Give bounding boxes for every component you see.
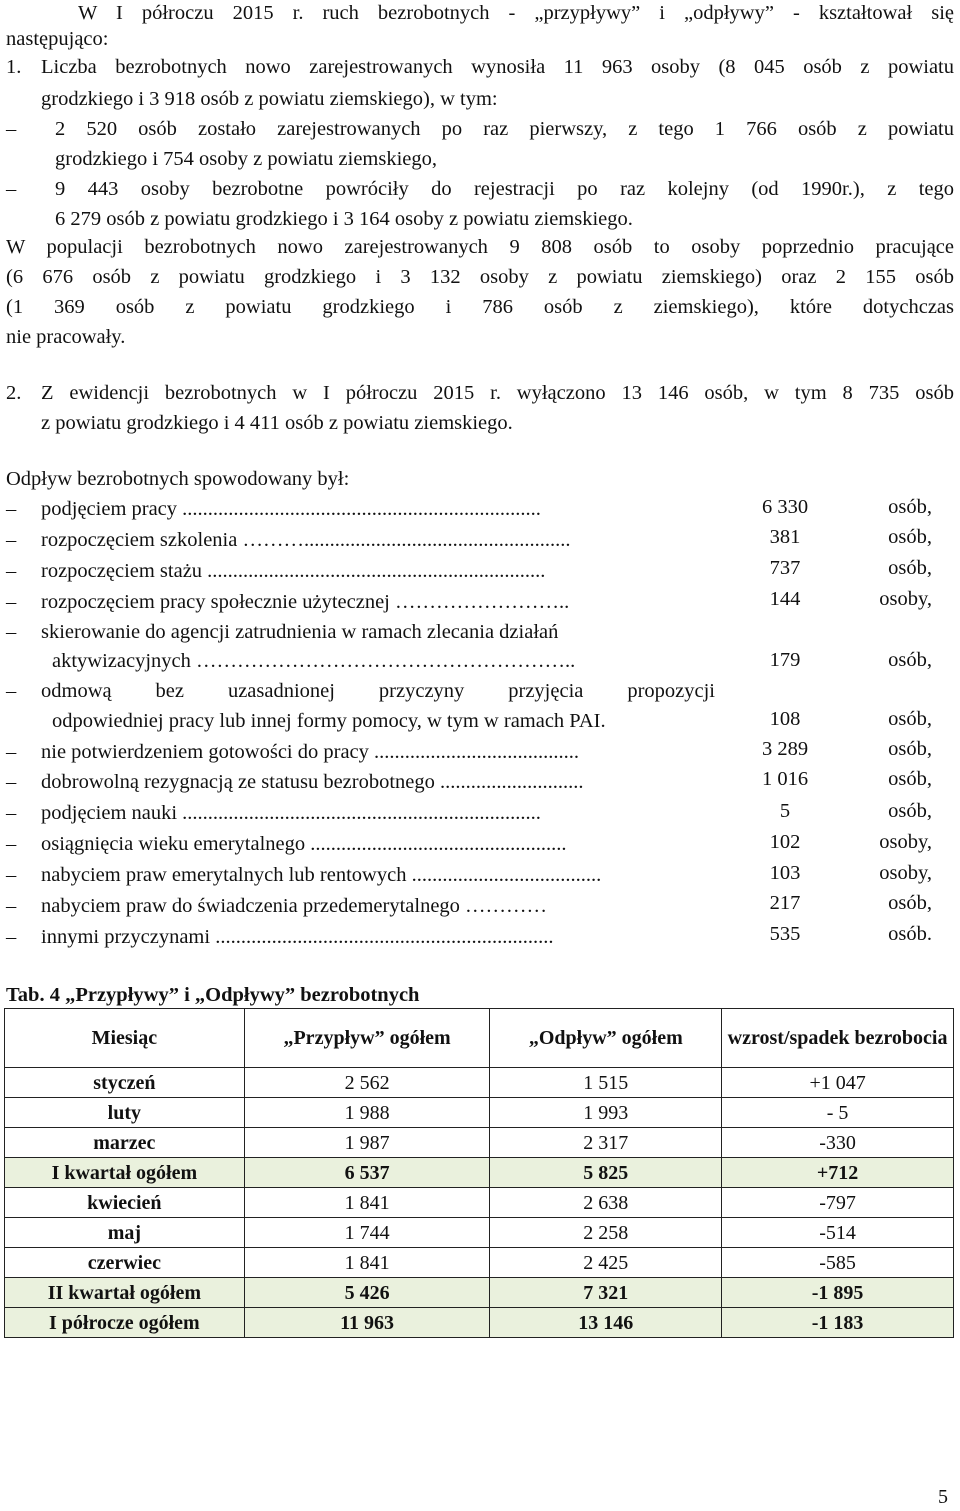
- paragraph-line-4: nie pracowały.: [6, 326, 126, 348]
- section-1-line-1: Liczba bezrobotnych nowo zarejestrowanych wynosiła 11 963 osoby (8 045 osób z powiatu: [41, 56, 954, 78]
- outflow-item-unit: osoby,: [879, 862, 932, 884]
- table-caption: Tab. 4 „Przypływy” i „Odpływy” bezrobotnych: [6, 984, 420, 1006]
- header-inflow: „Przypływ” ogółem: [244, 1009, 490, 1068]
- outflow-heading: Odpływ bezrobotnych spowodowany był:: [6, 468, 350, 490]
- cell-outflow: 1 993: [490, 1098, 722, 1128]
- cell-change: +712: [722, 1158, 954, 1188]
- outflow-item-value: 108: [769, 708, 801, 730]
- outflow-item-unit: osób,: [888, 557, 932, 579]
- outflow-item-label-cont: odpowiedniej pracy lub innej formy pomocy, w tym w ramach PAI.: [52, 710, 606, 732]
- cell-change: +1 047: [722, 1068, 954, 1098]
- outflow-item-value: 1 016: [761, 768, 809, 790]
- intro-line-2: następująco:: [6, 28, 109, 50]
- outflow-item-value: 103: [769, 862, 801, 884]
- intro-line-1: W I półroczu 2015 r. ruch bezrobotnych - „przypływy” i „odpływy” - kształtował się: [78, 2, 954, 24]
- page-number: 5: [938, 1486, 948, 1508]
- list-dash: [6, 831, 16, 857]
- outflow-item-label: odmową bez uzasadnionej przyczyny przyjęcia propozycji: [41, 680, 715, 702]
- outflow-item-label: dobrowolną rezygnacją ze statusu bezrobotnego ............................: [41, 771, 584, 793]
- outflow-item-unit: osób,: [888, 526, 932, 548]
- cell-change: -514: [722, 1218, 954, 1248]
- cell-change: -1 895: [722, 1278, 954, 1308]
- list-dash: [6, 739, 16, 765]
- list-dash: [6, 678, 16, 704]
- bullet-1-line-1: 2 520 osób zostało zarejestrowanych po raz pierwszy, z tego 1 766 osób z powiatu: [55, 118, 954, 140]
- outflow-item-label-cont: aktywizacyjnych ………………………………………………..: [52, 650, 576, 672]
- section-2-line-2: z powiatu grodzkiego i 4 411 osób z powiatu ziemskiego.: [41, 412, 513, 434]
- bullet-dash: [6, 176, 16, 202]
- cell-outflow: 1 515: [490, 1068, 722, 1098]
- cell-inflow: 1 841: [244, 1188, 490, 1218]
- cell-month: I półrocze ogółem: [5, 1308, 245, 1338]
- cell-month: marzec: [5, 1128, 245, 1158]
- outflow-item-unit: osób,: [888, 768, 932, 790]
- table-row: [5, 1188, 954, 1218]
- cell-outflow: 2 425: [490, 1248, 722, 1278]
- paragraph-line-1: W populacji bezrobotnych nowo zarejestrowanych 9 808 osób to osoby poprzednio pracujące: [6, 236, 954, 258]
- cell-outflow: 2 317: [490, 1128, 722, 1158]
- outflow-item-label: innymi przyczynami ..................................................................: [41, 926, 554, 948]
- section-1-line-2: grodzkiego i 3 918 osób z powiatu ziemskiego), w tym:: [41, 88, 498, 110]
- outflow-item-value: 381: [769, 526, 801, 548]
- cell-change: -585: [722, 1248, 954, 1278]
- cell-month: luty: [5, 1098, 245, 1128]
- outflow-item-value: 179: [769, 649, 801, 671]
- table-row: [5, 1098, 954, 1128]
- cell-inflow: 1 988: [244, 1098, 490, 1128]
- bullet-2-line-2: 6 279 osób z powiatu grodzkiego i 3 164 osoby z powiatu ziemskiego.: [55, 208, 633, 230]
- table-row: [5, 1308, 954, 1338]
- outflow-item-unit: osób.: [888, 923, 932, 945]
- cell-change: -797: [722, 1188, 954, 1218]
- outflow-item-unit: osoby,: [879, 588, 932, 610]
- outflow-item-value: 5: [779, 800, 791, 822]
- cell-month: maj: [5, 1218, 245, 1248]
- header-month: Miesiąc: [5, 1009, 245, 1068]
- section-2-number: 2.: [6, 382, 22, 404]
- list-dash: [6, 924, 16, 950]
- outflow-item-unit: osób,: [888, 496, 932, 518]
- cell-inflow: 1 841: [244, 1248, 490, 1278]
- cell-month: kwiecień: [5, 1188, 245, 1218]
- section-2-line-1: Z ewidencji bezrobotnych w I półroczu 2015 r. wyłączono 13 146 osób, w tym 8 735 osób: [41, 382, 954, 404]
- cell-inflow: 1 744: [244, 1218, 490, 1248]
- table-row: [5, 1278, 954, 1308]
- outflow-item-unit: osób,: [888, 649, 932, 671]
- cell-month: II kwartał ogółem: [5, 1278, 245, 1308]
- outflow-item-value: 6 330: [761, 496, 809, 518]
- list-dash: [6, 619, 16, 645]
- table-row: [5, 1218, 954, 1248]
- outflow-item-label: nabyciem praw do świadczenia przedemerytalnego …………: [41, 895, 548, 917]
- outflow-item-label: rozpoczęciem szkolenia ………....................................................: [41, 529, 571, 551]
- header-outflow: „Odpływ” ogółem: [490, 1009, 722, 1068]
- list-dash: [6, 496, 16, 522]
- list-dash: [6, 527, 16, 553]
- cell-outflow: 2 638: [490, 1188, 722, 1218]
- outflow-item-label: nie potwierdzeniem gotowości do pracy ........................................: [41, 741, 580, 763]
- outflow-item-unit: osób,: [888, 892, 932, 914]
- outflow-item-label: osiągnięcia wieku emerytalnego ..................................................: [41, 833, 567, 855]
- table-row: [5, 1248, 954, 1278]
- table-header-row: [5, 1009, 954, 1068]
- outflow-item-value: 102: [769, 831, 801, 853]
- outflow-item-value: 535: [769, 923, 801, 945]
- outflow-item-label: podjęciem nauki ......................................................................: [41, 802, 541, 824]
- cell-outflow: 13 146: [490, 1308, 722, 1338]
- cell-month: styczeń: [5, 1068, 245, 1098]
- cell-change: - 5: [722, 1098, 954, 1128]
- outflow-item-value: 144: [769, 588, 801, 610]
- outflow-item-value: 737: [769, 557, 801, 579]
- outflow-item-unit: osób,: [888, 708, 932, 730]
- table-row: [5, 1158, 954, 1188]
- paragraph-line-3: (1 369 osób z powiatu grodzkiego i 786 osób z ziemskiego), które dotychczas: [6, 296, 954, 318]
- section-1-number: 1.: [6, 56, 22, 78]
- list-dash: [6, 800, 16, 826]
- table-row: [5, 1128, 954, 1158]
- outflow-item-label: skierowanie do agencji zatrudnienia w ramach zlecania działań: [41, 621, 559, 643]
- outflow-item-unit: osoby,: [879, 831, 932, 853]
- bullet-1-line-2: grodzkiego i 754 osoby z powiatu ziemskiego,: [55, 148, 438, 170]
- list-dash: [6, 589, 16, 615]
- cell-inflow: 11 963: [244, 1308, 490, 1338]
- cell-inflow: 1 987: [244, 1128, 490, 1158]
- outflow-item-label: rozpoczęciem pracy społecznie użytecznej ……………………..: [41, 591, 570, 613]
- cell-inflow: 5 426: [244, 1278, 490, 1308]
- cell-change: -330: [722, 1128, 954, 1158]
- bullet-2-line-1: 9 443 osoby bezrobotne powróciły do rejestracji po raz kolejny (od 1990r.), z tego: [55, 178, 954, 200]
- cell-month: I kwartał ogółem: [5, 1158, 245, 1188]
- flows-table: [4, 1008, 954, 1338]
- cell-outflow: 7 321: [490, 1278, 722, 1308]
- outflow-item-value: 3 289: [761, 738, 809, 760]
- cell-change: -1 183: [722, 1308, 954, 1338]
- list-dash: [6, 558, 16, 584]
- cell-month: czerwiec: [5, 1248, 245, 1278]
- outflow-item-unit: osób,: [888, 800, 932, 822]
- bullet-dash: [6, 116, 16, 142]
- cell-inflow: 2 562: [244, 1068, 490, 1098]
- outflow-item-value: 217: [769, 892, 801, 914]
- header-change: wzrost/spadek bezrobocia: [722, 1009, 954, 1068]
- list-dash: [6, 893, 16, 919]
- list-dash: [6, 769, 16, 795]
- paragraph-line-2: (6 676 osób z powiatu grodzkiego i 3 132 osoby z powiatu ziemskiego) oraz 2 155 osób: [6, 266, 954, 288]
- cell-outflow: 5 825: [490, 1158, 722, 1188]
- outflow-item-label: rozpoczęciem stażu ..................................................................: [41, 560, 546, 582]
- outflow-item-label: podjęciem pracy ......................................................................: [41, 498, 541, 520]
- cell-outflow: 2 258: [490, 1218, 722, 1248]
- outflow-item-label: nabyciem praw emerytalnych lub rentowych .....................................: [41, 864, 602, 886]
- cell-inflow: 6 537: [244, 1158, 490, 1188]
- table-row: [5, 1068, 954, 1098]
- outflow-item-unit: osób,: [888, 738, 932, 760]
- list-dash: [6, 862, 16, 888]
